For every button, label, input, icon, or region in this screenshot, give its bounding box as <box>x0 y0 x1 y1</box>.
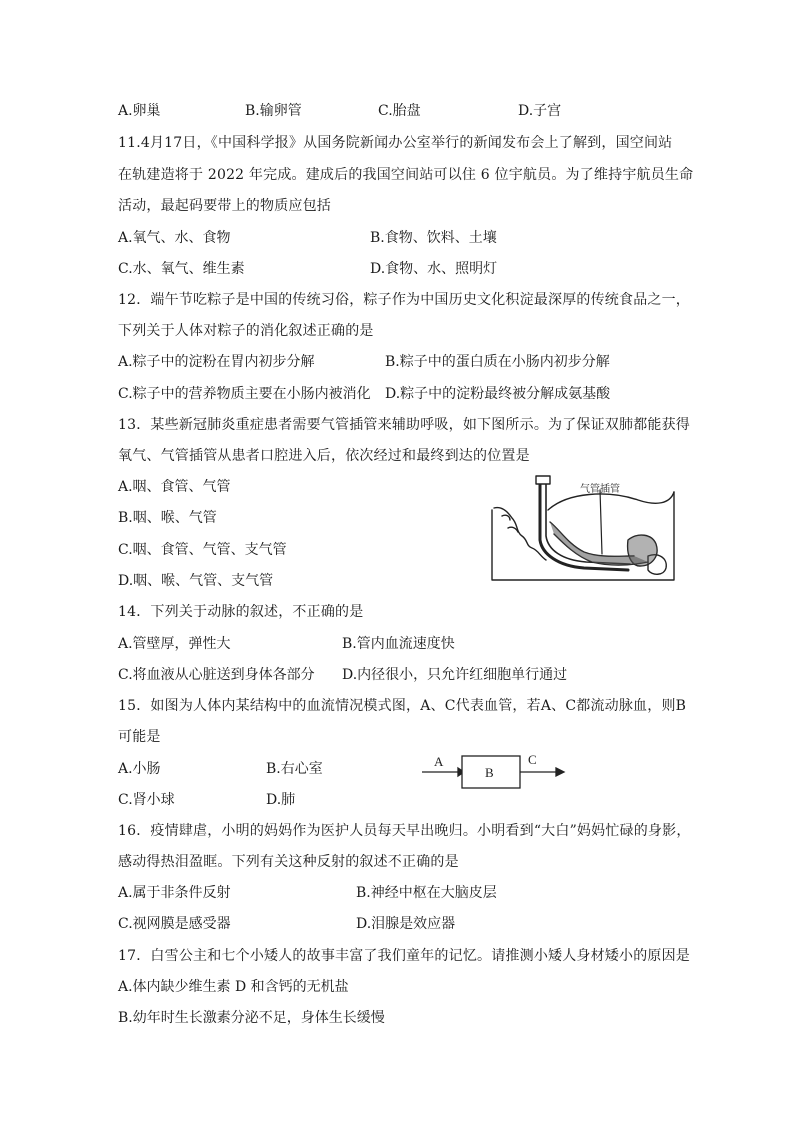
q16-option-c: C.视网膜是感受器 <box>118 916 231 932</box>
q10-option-a: A.卵巢 <box>118 103 161 119</box>
q12-option-a: A.粽子中的淀粉在胃内初步分解 <box>118 354 315 370</box>
q13-option-b: B.咽、喉、气管 <box>118 510 217 526</box>
q14-stem-line1: 14．下列关于动脉的叙述，不正确的是 <box>118 604 364 620</box>
label-a: A <box>434 754 444 769</box>
q14-option-c: C.将血液从心脏送到身体各部分 <box>118 667 315 683</box>
q14-option-a: A.管壁厚，弹性大 <box>118 636 231 652</box>
q11-stem-line2: 在轨建造将于 2022 年完成。建成后的我国空间站可以住 6 位宇航员。为了维持宇航员生命 <box>118 167 694 183</box>
q15-stem-line1: 15．如图为人体内某结构中的血流情况模式图，A、C代表血管，若A、C都流动脉血，则B <box>118 698 687 714</box>
blood-flow-diagram <box>420 748 570 792</box>
q13-stem-line1: 13．某些新冠肺炎重症患者需要气管插管来辅助呼吸，如下图所示。为了保证双肺都能获得 <box>118 417 691 433</box>
label-c: C <box>528 752 537 767</box>
q10-option-b: B.输卵管 <box>245 103 302 119</box>
q15-option-b: B.右心室 <box>266 761 323 777</box>
figure-label: 气管插管 <box>580 484 620 495</box>
q16-option-a: A.属于非条件反射 <box>118 885 231 901</box>
intubation-figure <box>488 470 678 582</box>
q12-option-d: D.粽子中的淀粉最终被分解成氨基酸 <box>385 386 611 402</box>
q11-option-a: A.氧气、水、食物 <box>118 230 231 246</box>
q15-option-d: D.肺 <box>266 792 296 808</box>
q13-option-c: C.咽、食管、气管、支气管 <box>118 542 287 558</box>
q11-option-c: C.水、氧气、维生素 <box>118 261 245 277</box>
q11-stem-line3: 活动，最起码要带上的物质应包括 <box>118 198 331 214</box>
q12-stem-line2: 下列关于人体对粽子的消化叙述正确的是 <box>118 323 374 339</box>
q16-stem-line2: 感动得热泪盈眶。下列有关这种反射的叙述不正确的是 <box>118 854 459 870</box>
q13-stem-line2: 氧气、气管插管从患者口腔进入后，依次经过和最终到达的位置是 <box>118 448 530 464</box>
q13-option-d: D.咽、喉、气管、支气管 <box>118 573 274 589</box>
label-b: B <box>485 765 494 780</box>
q11-option-d: D.食物、水、照明灯 <box>370 261 498 277</box>
q16-option-d: D.泪腺是效应器 <box>356 916 456 932</box>
q13-option-a: A.咽、食管、气管 <box>118 479 231 495</box>
q14-option-b: B.管内血流速度快 <box>342 636 455 652</box>
q17-option-b: B.幼年时生长激素分泌不足，身体生长缓慢 <box>118 1010 385 1026</box>
q16-option-b: B.神经中枢在大脑皮层 <box>356 885 497 901</box>
q11-stem-line1: 11.4月17日，《中国科学报》从国务院新闻办公室举行的新闻发布会上了解到，国空间站 <box>118 135 673 151</box>
q11-option-b: B.食物、饮料、土壤 <box>370 230 497 246</box>
q12-stem-line1: 12．端午节吃粽子是中国的传统习俗，粽子作为中国历史文化积淀最深厚的传统食品之一， <box>118 292 691 308</box>
q10-option-c: C.胎盘 <box>378 103 421 119</box>
q17-stem-line1: 17．白雪公主和七个小矮人的故事丰富了我们童年的记忆。请推测小矮人身材矮小的原因是 <box>118 948 691 964</box>
q16-stem-line1: 16．疫情肆虐，小明的妈妈作为医护人员每天早出晚归。小明看到“大白”妈妈忙碌的身影， <box>118 823 691 839</box>
q14-option-d: D.内径很小，只允许红细胞单行通过 <box>342 667 568 683</box>
q12-option-b: B.粽子中的蛋白质在小肠内初步分解 <box>385 354 610 370</box>
q10-option-d: D.子宫 <box>518 103 562 119</box>
q17-option-a: A.体内缺少维生素 D 和含钙的无机盐 <box>118 979 349 995</box>
q12-option-c: C.粽子中的营养物质主要在小肠内被消化 <box>118 386 371 402</box>
label-pointer <box>600 490 602 554</box>
q15-option-a: A.小肠 <box>118 761 161 777</box>
q15-option-c: C.肾小球 <box>118 792 175 808</box>
q15-stem-line2: 可能是 <box>118 729 161 745</box>
